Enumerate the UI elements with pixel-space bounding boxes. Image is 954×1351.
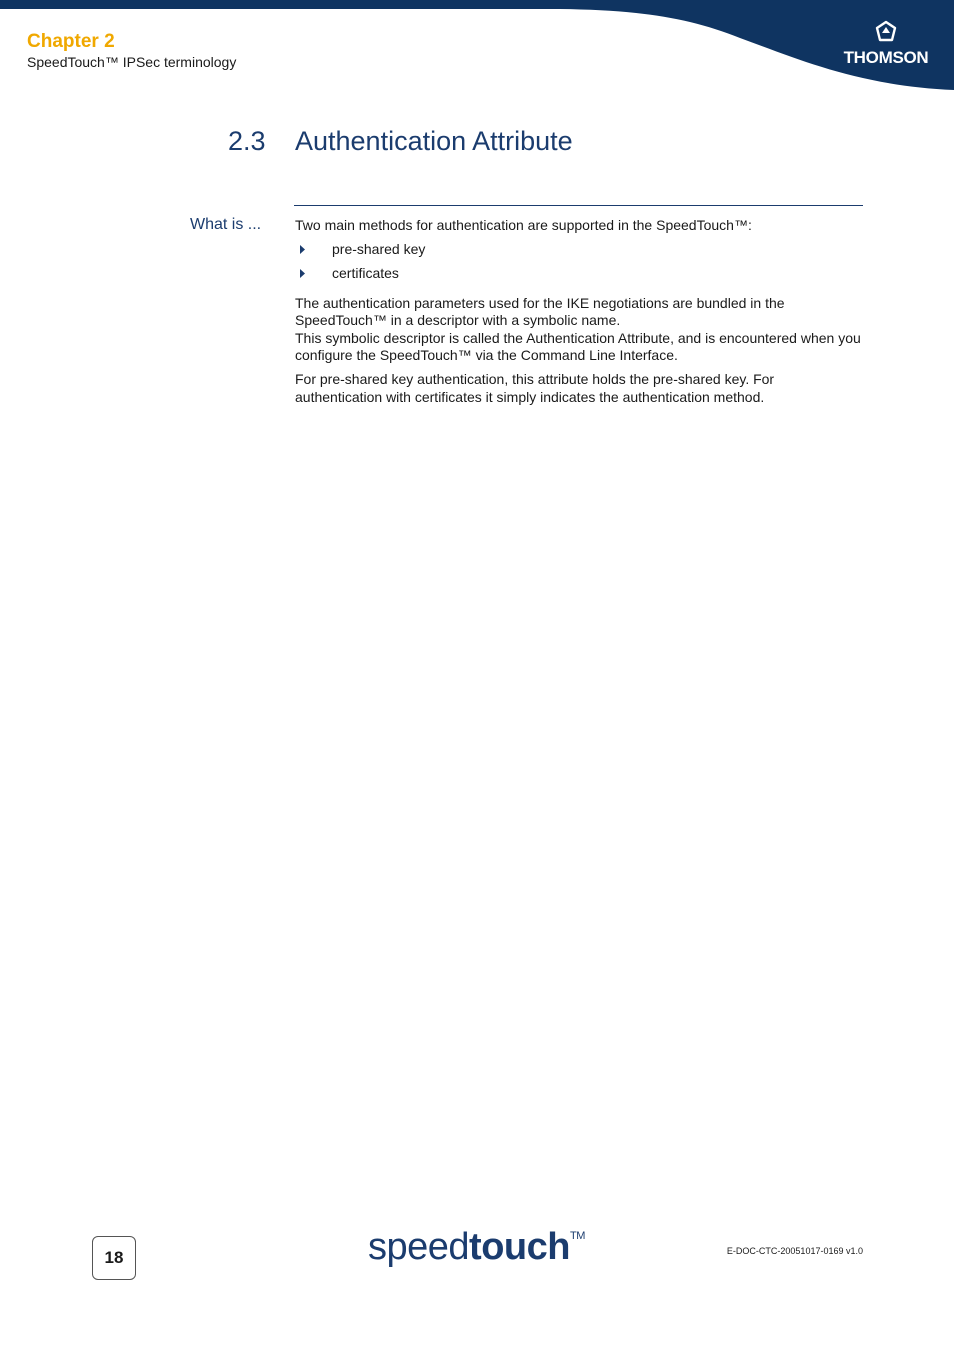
bullet-arrow-icon (299, 244, 307, 255)
brand-trademark: TM (569, 1230, 585, 1242)
descriptor-paragraph (295, 295, 863, 365)
chapter-label: Chapter 2 (27, 31, 115, 52)
list-item (295, 241, 863, 265)
body-text (295, 217, 863, 412)
pre-shared-key-paragraph: For pre-shared key authentication, this attribute holds the pre-shared key. For authentication with certificates it simply indicates the authentication method. (295, 370, 775, 405)
brand-speed: speed (368, 1226, 470, 1268)
document-id: E-DOC-CTC-20051017-0169 v1.0 (726, 1246, 863, 1256)
methods-list (295, 241, 863, 289)
section-heading (228, 126, 573, 157)
list-item-label: pre-shared key (332, 240, 426, 257)
header-band (0, 0, 954, 100)
section-divider (294, 205, 863, 206)
section-number: 2.3 (228, 126, 266, 156)
intro-paragraph: Two main methods for authentication are supported in the SpeedTouch™: (295, 217, 752, 233)
descriptor-text-2: This symbolic descriptor is called the Authentication Attribute, and is encountered when you configure the SpeedTouch™ via the Command Line Interface. (295, 329, 861, 364)
logo-wordmark: THOMSON (843, 48, 929, 67)
list-item (295, 265, 863, 289)
list-item-label: certificates (332, 264, 399, 281)
bullet-arrow-icon (299, 268, 307, 279)
side-label: What is ... (190, 216, 262, 233)
section-title: Authentication Attribute (295, 126, 573, 156)
page-number: 18 (92, 1236, 136, 1280)
brand-touch: touch (469, 1226, 570, 1268)
thomson-logo (838, 20, 938, 70)
thomson-logo-icon (874, 20, 898, 44)
descriptor-text-1: The authentication parameters used for the IKE negotiations are bundled in the SpeedTouch™ in a descriptor with a symbolic name. (295, 294, 785, 329)
speedtouch-logo (368, 1226, 585, 1274)
chapter-subtitle: SpeedTouch™ IPSec terminology (27, 54, 237, 70)
